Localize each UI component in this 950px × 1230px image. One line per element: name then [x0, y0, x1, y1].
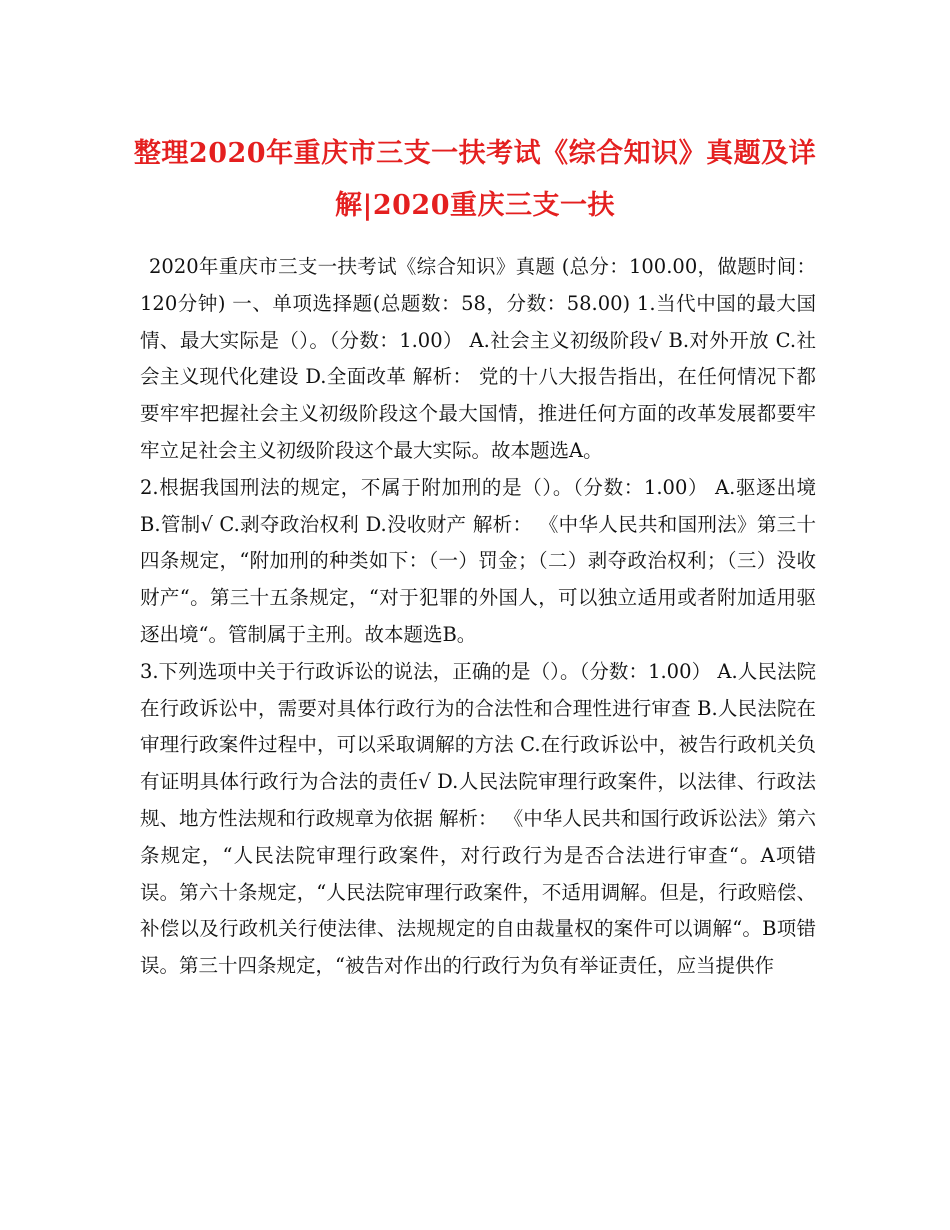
document-body	[140, 249, 816, 985]
paragraph-question-3: 3.下列选项中关于行政诉讼的说法，正确的是（）。（分数：1.00） A.人民法院在行政诉讼中，需要对具体行政行为的合法性和合理性进行审查 B.人民法院在审理行政案件过程中，可以采取调解的方法 C.在行政诉讼中，被告行政机关负有证明具体行政行为合法的责任√ D.人民法院审理行政案件，以法律、行政法规、地方性法规和行政规章为依据 解析： 《中华人民共和国行政诉讼法》第六条规定，“人民法院审理行政案件，对行政行为是否合法进行审查“。A项错误。第六十条规定，“人民法院审理行政案件，不适用调解。但是，行政赔偿、补偿以及行政机关行使法律、法规规定的自由裁量权的案件可以调解“。B项错误。第三十四条规定，“被告对作出的行政行为负有举证责任，应当提供作	[140, 659, 816, 978]
paragraph-question-1: 2020年重庆市三支一扶考试《综合知识》真题 (总分：100.00，做题时间：120分钟) 一、单项选择题(总题数：58，分数：58.00) 1.当代中国的最大国情、最大实际是（）。（分数：1.00） A.社会主义初级阶段√ B.对外开放 C.社会主义现代化建设 D.全面改革 解析： 党的十八大报告指出，在任何情况下都要牢牢把握社会主义初级阶段这个最大国情，推进任何方面的改革发展都要牢牢立足社会主义初级阶段这个最大实际。故本题选A。	[140, 255, 816, 462]
document-title: 整理2020年重庆市三支一扶考试《综合知识》真题及详解|2020重庆三支一扶	[133, 138, 817, 221]
paragraph-question-2: 2.根据我国刑法的规定，不属于附加刑的是（）。（分数：1.00） A.驱逐出境 B.管制√ C.剥夺政治权利 D.没收财产 解析： 《中华人民共和国刑法》第三十四条规定，“附加刑的种类如下：（一）罚金；（二）剥夺政治权利；（三）没收财产“。第三十五条规定，“对于犯罪的外国人，可以独立适用或者附加适用驱逐出境“。管制属于主刑。故本题选B。	[140, 475, 816, 646]
